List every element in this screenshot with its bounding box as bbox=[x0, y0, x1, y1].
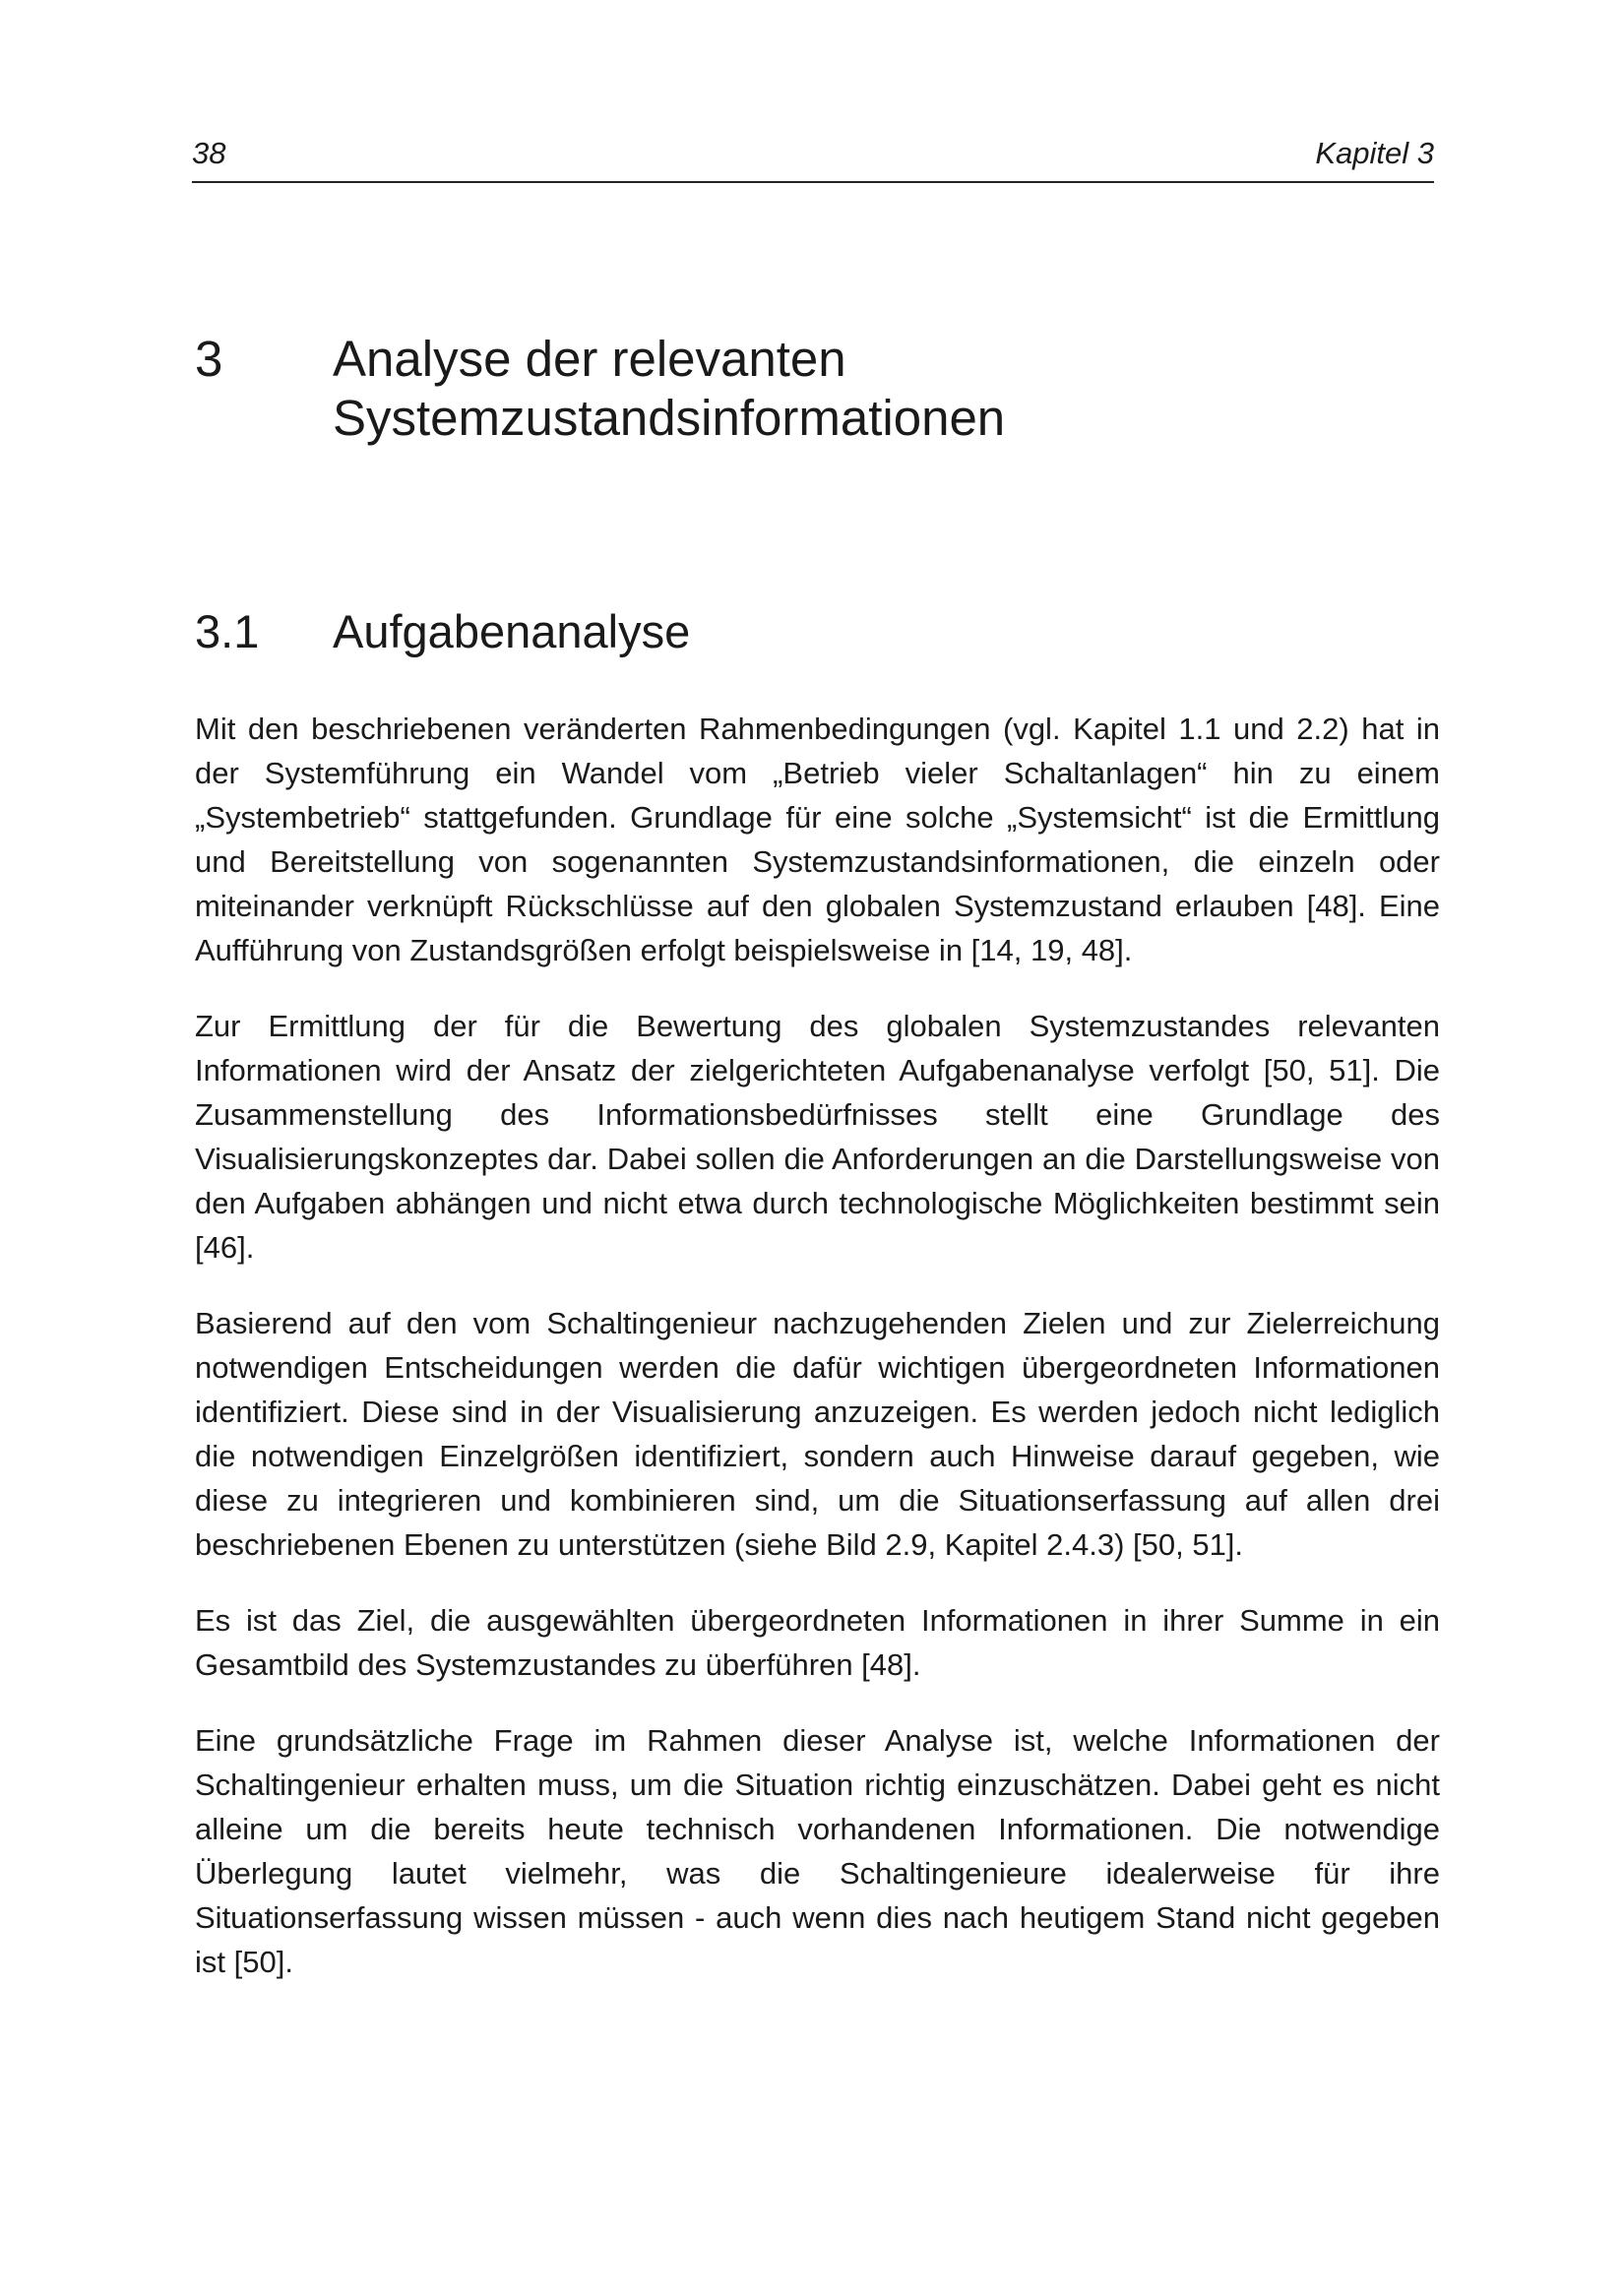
paragraph-1: Mit den beschriebenen veränderten Rahmenbedingungen (vgl. Kapitel 1.1 und 2.2) hat in der Systemführung ein Wandel vom „Betrieb vieler Schaltanlagen“ hin zu einem „Systembetrieb“ stattgefunden. Grundlage für eine solche „Systemsicht“ ist die Ermittlung und Bereitstellung von sogenannten Systemzustandsinformationen, die einzeln oder miteinander verknüpft Rückschlüsse auf den globalen Systemzustand erlauben [48]. Eine Aufführung von Zustandsgrößen erfolgt beispielsweise in [14, 19, 48]. bbox=[195, 712, 1440, 967]
chapter-title-line-2: Systemzustandsinformationen bbox=[333, 390, 1006, 446]
paragraph-5: Eine grundsätzliche Frage im Rahmen dieser Analyse ist, welche Informationen der Schaltingenieur erhalten muss, um die Situation richtig einzuschätzen. Dabei geht es nicht alleine um die bereits heute technisch vorhandenen Informationen. Die notwendige Überlegung lautet vielmehr, was die Schaltingenieure idealerweise für ihre Situationserfassung wissen müssen - auch wenn dies nach heutigem Stand nicht gegeben ist [50]. bbox=[195, 1723, 1440, 1979]
chapter-title-line-1: Analyse der relevanten bbox=[333, 331, 846, 387]
paragraph-3: Basierend auf den vom Schaltingenieur nachzugehenden Zielen und zur Zielerreichung notwendigen Entscheidungen werden die dafür wichtigen übergeordneten Informationen identifiziert. Diese sind in der Visualisierung anzuzeigen. Es werden jedoch nicht lediglich die notwendigen Einzelgrößen identifiziert, sondern auch Hinweise darauf gegeben, wie diese zu integrieren und kombinieren sind, um die Situationserfassung auf allen drei beschriebenen Ebenen zu unterstützen (siehe Bild 2.9, Kapitel 2.4.3) [50, 51]. bbox=[195, 1306, 1440, 1562]
chapter-title bbox=[333, 330, 1415, 448]
running-header bbox=[192, 136, 1434, 183]
chapter-reference: Kapitel 3 bbox=[1315, 136, 1434, 170]
section-number: 3.1 bbox=[195, 605, 260, 657]
body-text bbox=[195, 707, 1440, 2016]
section-title: Aufgabenanalyse bbox=[333, 605, 691, 657]
paragraph-2: Zur Ermittlung der für die Bewertung des globalen Systemzustandes relevanten Informationen wird der Ansatz der zielgerichteten Aufgabenanalyse verfolgt [50, 51]. Die Zusammenstellung des Informationsbedürfnisses stellt eine Grundlage des Visualisierungskonzeptes dar. Dabei sollen die Anforderungen an die Darstellungsweise von den Aufgaben abhängen und nicht etwa durch technologische Möglichkeiten bestimmt sein [46]. bbox=[195, 1009, 1440, 1265]
chapter-number: 3 bbox=[195, 331, 223, 387]
page-number: 38 bbox=[192, 136, 226, 170]
paragraph-4: Es ist das Ziel, die ausgewählten übergeordneten Informationen in ihrer Summe in ein Gesamtbild des Systemzustandes zu überführen [48]. bbox=[195, 1603, 1440, 1682]
